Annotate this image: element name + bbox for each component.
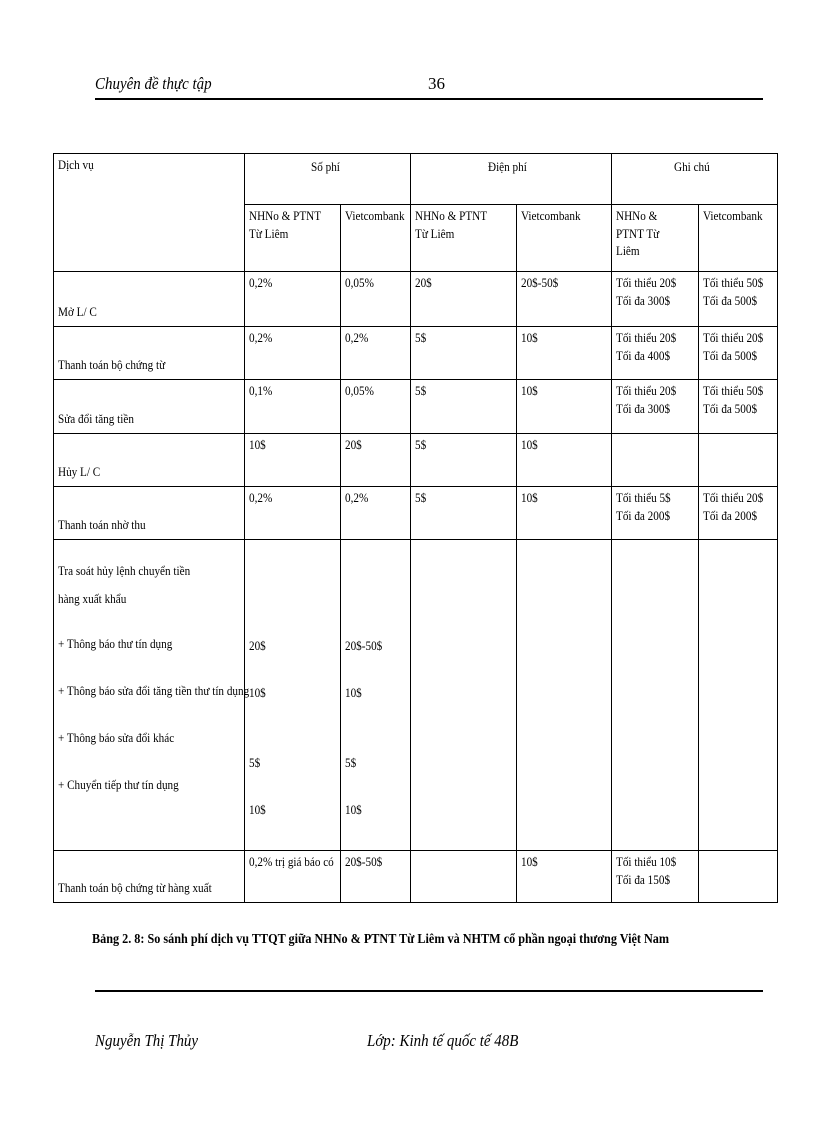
sub-header-vcb: Vietcombank: [341, 205, 411, 272]
fee-comparison-table: [53, 153, 778, 903]
ghi-chu-nhno-cell: [612, 434, 699, 487]
so-phi-vcb-cell: 0,05%: [341, 380, 411, 434]
dien-phi-nhno-cell: [411, 851, 517, 903]
ghi-chu-nhno-cell: Tối thiểu 5$ Tối đa 200$: [612, 487, 699, 540]
ghi-chu-vcb-cell: [699, 540, 778, 851]
ghi-chu-nhno-cell: [612, 540, 699, 851]
so-phi-vcb-cell: 20$-50$: [341, 851, 411, 903]
ghi-chu-vcb-cell: Tối thiểu 20$ Tối đa 200$: [699, 487, 778, 540]
document-header-title: Chuyên đề thực tập: [95, 74, 212, 93]
service-cell: Thanh toán nhờ thu: [54, 487, 245, 540]
dien-phi-vcb-cell: [517, 540, 612, 851]
ghi-chu-vcb-cell: [699, 434, 778, 487]
so-phi-nhno-cell: 20$ 10$ 5$ 10$: [245, 540, 341, 851]
table-row: [54, 487, 778, 540]
footer-class: Lớp: Kinh tế quốc tế 48B: [367, 1031, 519, 1050]
ghi-chu-nhno-cell: Tối thiểu 20$ Tối đa 300$: [612, 272, 699, 327]
table-caption: Bảng 2. 8: So sánh phí dịch vụ TTQT giữa NHNo & PTNT Từ Liêm và NHTM cổ phần ngoại thương Việt Nam: [92, 932, 670, 947]
so-phi-nhno-cell: 0,2% trị giá báo có: [245, 851, 341, 903]
dien-phi-nhno-cell: 5$: [411, 487, 517, 540]
table-row: [54, 327, 778, 380]
so-phi-vcb-cell: 20$: [341, 434, 411, 487]
footer-divider: [95, 990, 763, 992]
sub-header-vcb: Vietcombank: [517, 205, 612, 272]
ghi-chu-group-header: Ghi chú: [612, 154, 778, 205]
ghi-chu-vcb-cell: [699, 851, 778, 903]
so-phi-nhno-cell: 0,1%: [245, 380, 341, 434]
service-cell: Hủy L/ C: [54, 434, 245, 487]
dien-phi-group-header: Điện phí: [411, 154, 612, 205]
ghi-chu-nhno-cell: Tối thiểu 10$ Tối đa 150$: [612, 851, 699, 903]
page-number: 36: [428, 74, 445, 93]
so-phi-vcb-cell: 20$-50$ 10$ 5$ 10$: [341, 540, 411, 851]
table-row: [54, 851, 778, 903]
dien-phi-nhno-cell: 5$: [411, 434, 517, 487]
so-phi-vcb-cell: 0,2%: [341, 327, 411, 380]
so-phi-nhno-cell: 0,2%: [245, 327, 341, 380]
ghi-chu-vcb-cell: Tối thiểu 20$ Tối đa 500$: [699, 327, 778, 380]
table-row: [54, 540, 778, 851]
sub-header-nhno: NHNo & PTNT Từ Liêm: [411, 205, 517, 272]
dien-phi-vcb-cell: 10$: [517, 380, 612, 434]
sub-header-nhno: NHNo & PTNT Từ Liêm: [612, 205, 699, 272]
service-cell: Mở L/ C: [54, 272, 245, 327]
table-row: [54, 380, 778, 434]
service-cell: Tra soát hủy lệnh chuyển tiền hàng xuất khẩu + Thông báo thư tín dụng + Thông báo sửa đổi tăng tiền thư tín dụng + Thông báo sửa đổi khác + Chuyển tiếp thư tín dụng: [54, 540, 245, 851]
service-cell: Thanh toán bộ chứng từ: [54, 327, 245, 380]
ghi-chu-vcb-cell: Tối thiểu 50$ Tối đa 500$: [699, 380, 778, 434]
dien-phi-vcb-cell: 10$: [517, 327, 612, 380]
dien-phi-nhno-cell: [411, 540, 517, 851]
table-row: [54, 272, 778, 327]
table-header-row: [54, 154, 778, 205]
dien-phi-nhno-cell: 5$: [411, 380, 517, 434]
table-row: [54, 434, 778, 487]
dien-phi-vcb-cell: 20$-50$: [517, 272, 612, 327]
so-phi-nhno-cell: 0,2%: [245, 272, 341, 327]
so-phi-nhno-cell: 10$: [245, 434, 341, 487]
header-divider: [95, 98, 763, 100]
service-column-header: Dịch vụ: [54, 154, 245, 272]
dien-phi-vcb-cell: 10$: [517, 434, 612, 487]
dien-phi-nhno-cell: 20$: [411, 272, 517, 327]
service-cell: Sửa đổi tăng tiền: [54, 380, 245, 434]
dien-phi-vcb-cell: 10$: [517, 851, 612, 903]
service-cell: Thanh toán bộ chứng từ hàng xuất: [54, 851, 245, 903]
so-phi-group-header: Số phí: [245, 154, 411, 205]
so-phi-vcb-cell: 0,05%: [341, 272, 411, 327]
dien-phi-nhno-cell: 5$: [411, 327, 517, 380]
sub-header-nhno: NHNo & PTNT Từ Liêm: [245, 205, 341, 272]
so-phi-nhno-cell: 0,2%: [245, 487, 341, 540]
ghi-chu-nhno-cell: Tối thiểu 20$ Tối đa 400$: [612, 327, 699, 380]
dien-phi-vcb-cell: 10$: [517, 487, 612, 540]
footer-author: Nguyễn Thị Thủy: [95, 1031, 199, 1050]
ghi-chu-vcb-cell: Tối thiểu 50$ Tối đa 500$: [699, 272, 778, 327]
sub-header-vcb: Vietcombank: [699, 205, 778, 272]
ghi-chu-nhno-cell: Tối thiểu 20$ Tối đa 300$: [612, 380, 699, 434]
so-phi-vcb-cell: 0,2%: [341, 487, 411, 540]
